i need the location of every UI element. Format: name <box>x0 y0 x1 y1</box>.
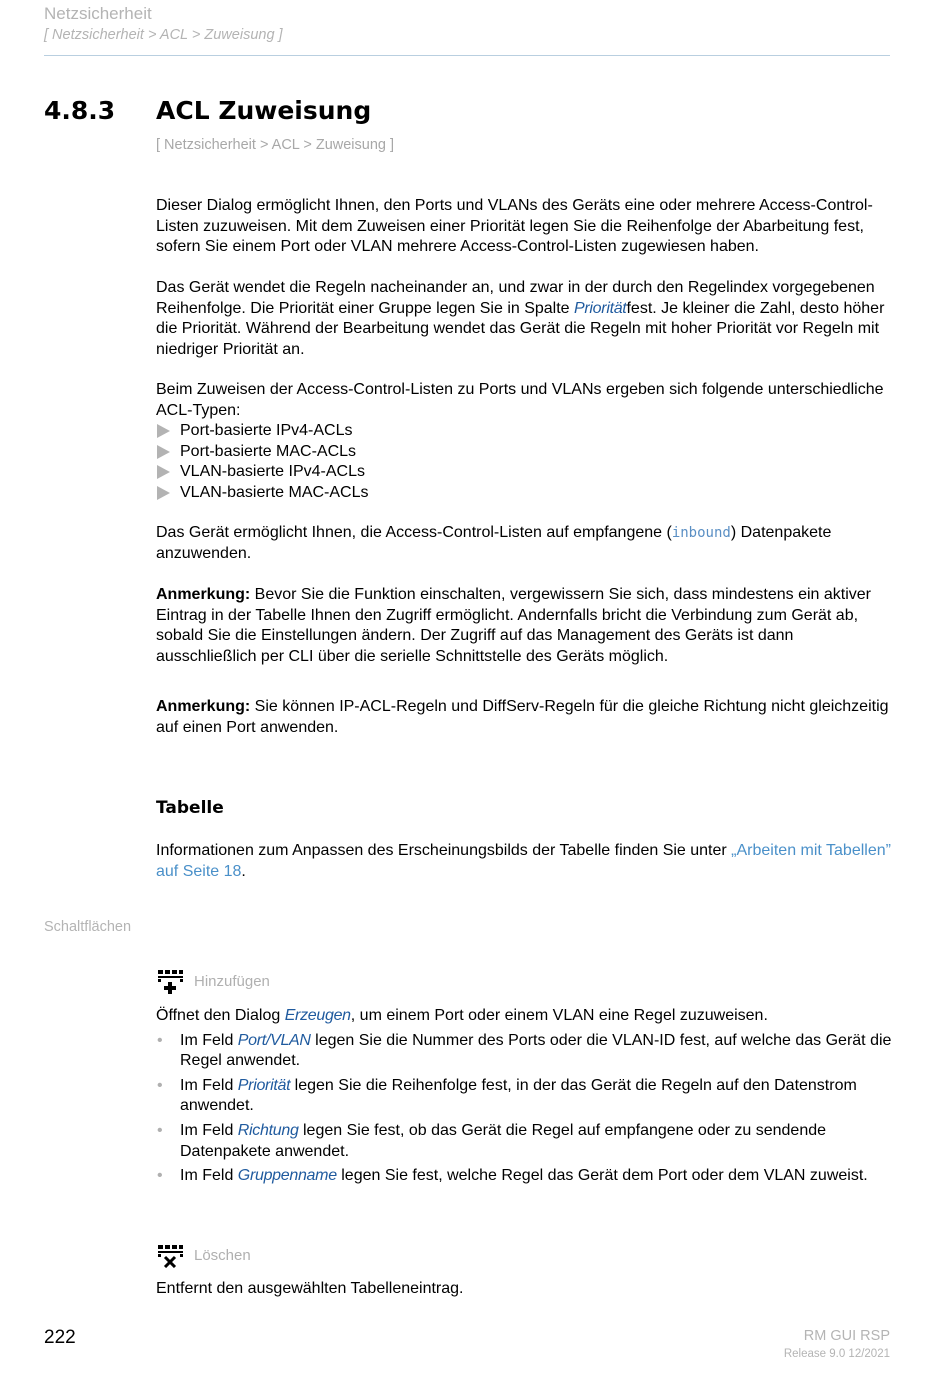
delete-button-row <box>156 1242 251 1268</box>
note-text: Sie können IP-ACL-Regeln und DiffServ-Regeln für die gleiche Richtung nicht gleichzeitig auf einen Port anwenden. <box>156 698 889 736</box>
bullet-dot-icon: • <box>157 1121 163 1139</box>
list-item-text: Port-basierte MAC-ACLs <box>180 442 357 460</box>
add-fields-list <box>156 1031 896 1187</box>
field-ref-port-vlan: Port/VLAN <box>237 1031 311 1049</box>
running-header-path: [ Netzsicherheit > ACL > Zuweisung ] <box>44 27 283 43</box>
note-label: Anmerkung: <box>156 586 251 603</box>
add-desc-end: , um einem Port oder einem VLAN eine Regel zuzuweisen. <box>350 1007 768 1024</box>
create-dialog-ref: Erzeugen <box>284 1007 351 1024</box>
running-header-title: Netzsicherheit <box>44 4 152 23</box>
item-text: legen Sie fest, welche Regel das Gerät dem Port oder dem VLAN zuweist. <box>336 1167 868 1185</box>
table-info-block <box>156 841 896 882</box>
item-text: legen Sie fest, ob das Gerät die Regel auf empfangene oder zu sendende Datenpakete anwendet. <box>180 1121 827 1160</box>
triangle-bullet-icon <box>157 465 170 479</box>
acl-types-block <box>156 380 896 504</box>
inbound-code: inbound <box>671 525 731 541</box>
bullet-dot-icon: • <box>157 1031 163 1049</box>
delete-description: Entfernt den ausgewählten Tabelleneintrag. <box>156 1280 464 1297</box>
footer-release: Release 9.0 12/2021 <box>783 1348 890 1360</box>
item-text: Im Feld <box>180 1076 238 1094</box>
triangle-bullet-icon <box>157 486 170 500</box>
delete-button-label: Löschen <box>194 1246 251 1264</box>
inbound-paragraph <box>156 523 896 564</box>
inbound-text-end: ) Datenpakete anzuwenden. <box>156 524 832 562</box>
acl-types-intro: Beim Zuweisen der Access-Control-Listen zu Ports und VLANs ergeben sich folgende unterschiedliche ACL-Typen: <box>156 381 884 419</box>
section-title: ACL Zuweisung <box>156 96 372 125</box>
list-item <box>156 442 896 463</box>
triangle-bullet-icon <box>157 445 170 459</box>
list-item <box>156 421 896 442</box>
rules-text-start: Das Gerät wendet die Regeln nacheinander an, und zwar in der durch den Regelindex vorgegebenen Reihenfolge. Die Priorität einer Gruppe legen Sie in Spalte <box>156 279 875 317</box>
add-desc-text: Öffnet den Dialog <box>156 1007 285 1024</box>
add-button-row <box>156 967 270 995</box>
note-paragraph <box>156 697 896 738</box>
list-item <box>156 1166 896 1187</box>
add-description-block <box>156 1006 896 1191</box>
table-add-icon[interactable] <box>156 967 184 995</box>
footer-doc-name: RM GUI RSP <box>803 1328 890 1344</box>
intro-block <box>156 196 896 258</box>
intro-paragraph: Dieser Dialog ermöglicht Ihnen, den Ports und VLANs des Geräts eine oder mehrere Access-Control-Listen zuzuweisen. Mit dem Zuweisen einer Priorität legen Sie die Reihenfolge der Abarbeitung fest, sofern Sie einem Port oder VLAN mehrere Access-Control-Listen zugewiesen haben. <box>156 197 873 256</box>
section-breadcrumb: [ Netzsicherheit > ACL > Zuweisung ] <box>156 137 395 153</box>
bullet-dot-icon: • <box>157 1167 163 1185</box>
item-text: legen Sie die Nummer des Ports oder die VLAN-ID fest, auf welche das Gerät die Regel anwendet. <box>180 1031 892 1070</box>
table-heading: Tabelle <box>156 798 224 818</box>
add-description <box>156 1006 896 1027</box>
field-ref-priority: Priorität <box>237 1076 291 1094</box>
rules-block <box>156 278 896 360</box>
page-number: 222 <box>44 1327 76 1348</box>
triangle-bullet-icon <box>157 424 170 438</box>
note-diffserv-block <box>156 697 896 738</box>
list-item <box>156 1031 896 1072</box>
table-info-end: . <box>241 862 246 880</box>
note-label: Anmerkung: <box>156 698 251 715</box>
note-paragraph <box>156 585 896 667</box>
header-divider <box>44 55 890 56</box>
list-item <box>156 462 896 483</box>
rules-paragraph <box>156 278 896 360</box>
list-item <box>156 483 896 504</box>
list-item-text: Port-basierte IPv4-ACLs <box>180 422 353 440</box>
note-access-block <box>156 585 896 667</box>
buttons-margin-label: Schaltflächen <box>44 919 132 935</box>
delete-description-block <box>156 1279 896 1300</box>
table-reference-link[interactable]: „Arbeiten mit Tabellen” auf Seite 18 <box>156 842 891 880</box>
table-info-paragraph <box>156 841 896 882</box>
item-text: Im Feld <box>180 1121 238 1139</box>
field-ref-group-name: Gruppenname <box>237 1167 337 1185</box>
table-info-text: Informationen zum Anpassen des Erscheinungsbilds der Tabelle finden Sie unter <box>156 842 732 859</box>
inbound-block <box>156 523 896 564</box>
item-text: legen Sie die Reihenfolge fest, in der das Gerät die Regeln auf den Datenstrom anwendet. <box>180 1076 857 1115</box>
inbound-text-start: Das Gerät ermöglicht Ihnen, die Access-Control-Listen auf empfangene ( <box>156 524 672 541</box>
item-text: Im Feld <box>180 1167 238 1185</box>
add-button-label: Hinzufügen <box>194 972 270 990</box>
field-ref-direction: Richtung <box>237 1121 299 1139</box>
list-item-text: VLAN-basierte IPv4-ACLs <box>180 463 365 481</box>
priority-column-ref: Priorität <box>574 299 627 317</box>
rules-text-end: fest. Je kleiner die Zahl, desto höher die Priorität. Während der Bearbeitung wendet das Gerät die Regeln mit hoher Priorität vor Regeln mit niedriger Priorität an. <box>156 299 885 358</box>
section-number: 4.8.3 <box>44 96 116 125</box>
list-item <box>156 1121 896 1162</box>
list-item-text: VLAN-basierte MAC-ACLs <box>180 483 369 501</box>
note-text: Bevor Sie die Funktion einschalten, vergewissern Sie sich, dass mindestens ein aktiver Eintrag in der Tabelle Ihnen den Zugriff ermöglicht. Andernfalls bricht die Verbindung zum Gerät ab, sobald Sie die Einstellungen ändern. Der Zugriff auf das Management des Geräts ist dann ausschließlich per CLI über die serielle Schnittstelle des Geräts möglich. <box>156 586 871 665</box>
item-text: Im Feld <box>180 1031 238 1049</box>
acl-types-list <box>156 421 896 503</box>
table-delete-icon[interactable] <box>156 1242 184 1268</box>
bullet-dot-icon: • <box>157 1076 163 1094</box>
list-item <box>156 1076 896 1117</box>
